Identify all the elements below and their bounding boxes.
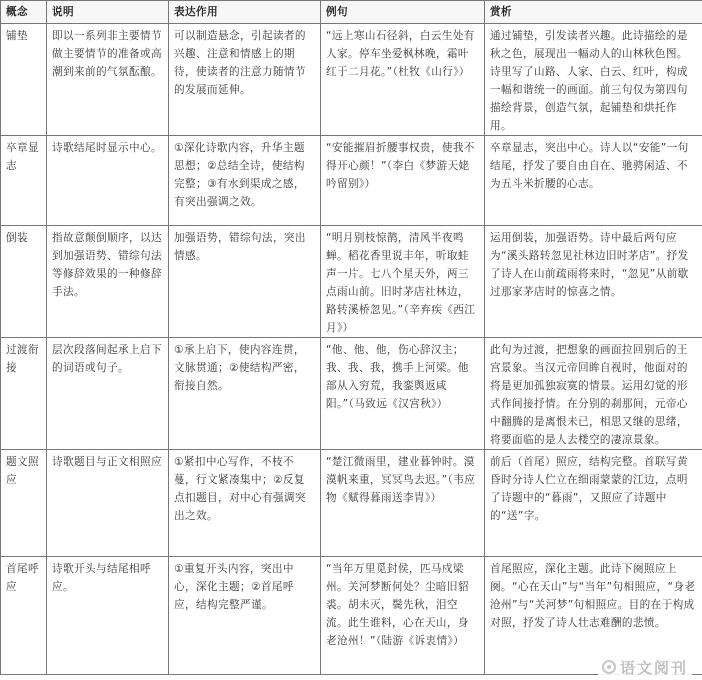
header-example: 例句 (321, 1, 485, 24)
cell-example: “他、他、他，伤心辞汉主；我、我、我，携手上河梁。他部从入穷荒，我銮舆返咸阳。”（马致远《汉宫秋》） (321, 338, 485, 450)
cell-example: “安能摧眉折腰事权贵，使我不得开心颜！”（李白《梦游天姥吟留别》） (321, 136, 485, 226)
header-effect: 表达作用 (169, 1, 321, 24)
cell-effect: ①重复开头内容，突出中心，深化主题；②首尾呼应，结构完整严谨。 (169, 557, 321, 675)
cell-analysis: 前后（首尾）照应，结构完整。首联写黄昏时分诗人伫立在细雨蒙蒙的江边，点明了诗题中的“暮雨”，又照应了诗题中的“送”字。 (485, 450, 702, 557)
cell-concept: 题文照应 (1, 450, 47, 557)
cell-effect: ①承上启下，使内容连贯，文脉贯通；②使结构严密，衔接自然。 (169, 338, 321, 450)
header-description: 说明 (47, 1, 169, 24)
cell-analysis: 首尾照应，深化主题。此诗下阕照应上阕。“心在天山”与“当年”句相照应，“身老沧州”与“关河梦”句相照应。目的在于构成对照，抒发了诗人壮志难酬的悲愤。 (485, 557, 702, 675)
cell-analysis: 通过铺垫，引发读者兴趣。此诗描绘的是秋之色，展现出一幅动人的山林秋色图。诗里写了山路、人家、白云、红叶，构成一幅和谐统一的画面。前三句仅为第四句描绘背景，创造气氛，起铺垫和烘托作用。 (485, 24, 702, 136)
header-concept: 概念 (1, 1, 47, 24)
cell-effect: ①紧扣中心写作，不枝不蔓，行文紧凑集中；②反复点扣题目，对中心有强调突出之效。 (169, 450, 321, 557)
cell-concept: 卒章显志 (1, 136, 47, 226)
table-row (1, 24, 702, 136)
table-row (1, 226, 702, 338)
cell-concept: 过渡衔接 (1, 338, 47, 450)
cell-analysis: 卒章显志，突出中心。诗人以“安能”一句结尾，抒发了要自由自在、驰骋闲适、不为五斗米折腰的心志。 (485, 136, 702, 226)
wechat-official-account-icon (602, 660, 616, 674)
cell-example: “楚江微雨里，建业暮钟时。漠漠帆来重，冥冥鸟去迟。”（韦应物《赋得暮雨送李胄》） (321, 450, 485, 557)
cell-description: 诗歌结尾时显示中心。 (47, 136, 169, 226)
cell-analysis: 此句为过渡，把想象的画面拉回别后的王宫景象。当汉元帝回眸自视时，他面对的将是更加孤独寂寞的情景。运用幻觉的形式作间接抒情。在分别的刹那间，元帝心中翻腾的是离恨未已，相思又继的思绪，将要面临的是人去楼空的凄凉景象。 (485, 338, 702, 450)
cell-description: 即以一系列非主要情节做主要情节的准备或高潮到来前的气氛酝酿。 (47, 24, 169, 136)
cell-analysis: 运用倒装，加强语势。诗中最后两句应为“溪头路转忽见社林边旧时茅店”。抒发了诗人在山前疏雨将来时，“忽见”从前歇过那家茅店时的惊喜之情。 (485, 226, 702, 338)
cell-example: “当年万里觅封侯，匹马戍梁州。关河梦断何处？尘暗旧貂裘。胡未灭，鬓先秋，泪空流。此生谁料，心在天山，身老沧州！”（陆游《诉衷情》） (321, 557, 485, 675)
watermark-text: 语文阅刊 (619, 658, 688, 677)
header-analysis: 赏析 (485, 1, 702, 24)
cell-description: 层次段落间起承上启下的词语或句子。 (47, 338, 169, 450)
cell-description: 指故意颠倒顺序，以达到加强语势、错综句法等修辞效果的一种修辞手法。 (47, 226, 169, 338)
cell-effect: 可以制造悬念，引起读者的兴趣、注意和情感上的期待，使读者的注意力随情节的发展而延伸。 (169, 24, 321, 136)
table-row (1, 338, 702, 450)
header-row (1, 1, 702, 24)
cell-effect: 加强语势，错综句法，突出情感。 (169, 226, 321, 338)
table-row (1, 557, 702, 675)
cell-description: 诗歌题目与正文相照应 (47, 450, 169, 557)
cell-example: “明月别枝惊鹊，清风半夜鸣蝉。稻花香里说丰年，听取蛙声一片。七八个星天外，两三点雨山前。旧时茅店社林边，路转溪桥忽见。”（辛弃疾《西江月》） (321, 226, 485, 338)
table-row (1, 450, 702, 557)
table-row (1, 136, 702, 226)
cell-effect: ①深化诗歌内容，升华主题思想；②总结全诗，使结构完整；③有水到渠成之感，有突出强调之效。 (169, 136, 321, 226)
watermark (598, 656, 692, 678)
cell-example: “远上寒山石径斜，白云生处有人家。停车坐爱枫林晚，霜叶红于二月花。”（杜牧《山行》） (321, 24, 485, 136)
cell-concept: 铺垫 (1, 24, 47, 136)
cell-description: 诗歌开头与结尾相呼应。 (47, 557, 169, 675)
cell-concept: 倒装 (1, 226, 47, 338)
cell-concept: 首尾呼应 (1, 557, 47, 675)
